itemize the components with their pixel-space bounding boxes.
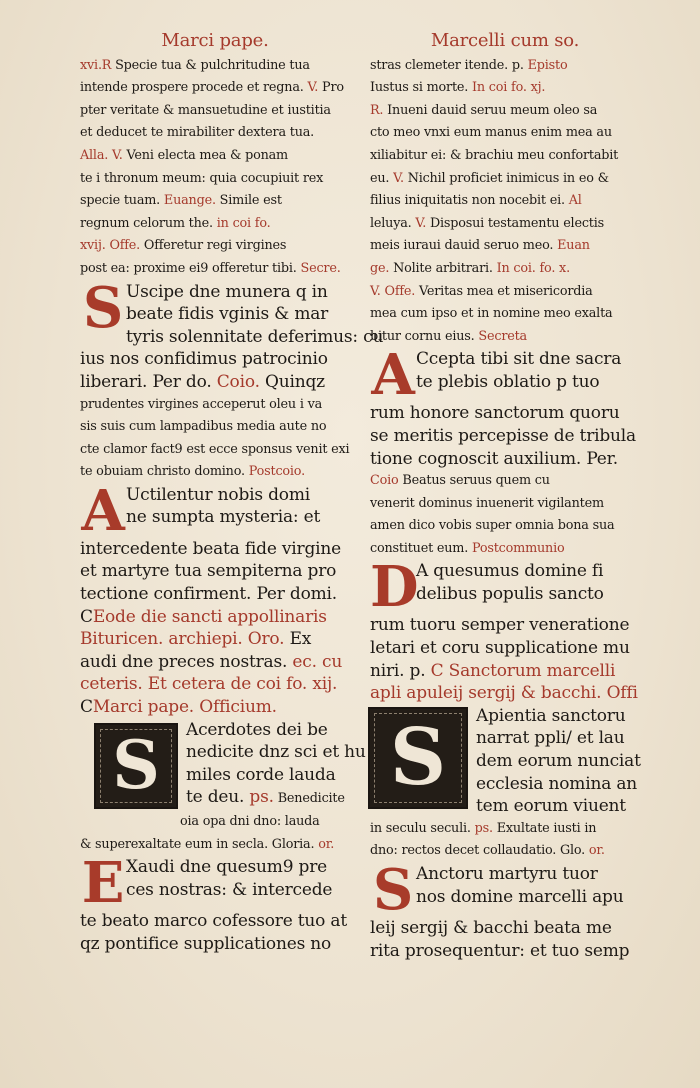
rubric: V. bbox=[415, 215, 427, 231]
initial-letter-a: A bbox=[371, 342, 415, 409]
text-line: te plebis oblatio p tuo bbox=[416, 371, 600, 392]
text-span: C bbox=[80, 606, 93, 627]
text-span: xiliabitur ei: & brachiu meu confortabit bbox=[370, 147, 619, 163]
text-line: ecclesia nomina an bbox=[476, 773, 638, 794]
text-line bbox=[80, 213, 350, 236]
text-line: ne sumpta mysteria: et bbox=[126, 507, 321, 528]
text-span: amen dico vobis super omnia bona sua bbox=[370, 518, 615, 534]
text-line: tem eorum viuent bbox=[476, 796, 626, 817]
text-span: Ex bbox=[284, 629, 312, 650]
text-span: pter veritate & mansuetudine et iustitia bbox=[80, 102, 331, 118]
text-line: te beato marco cofessore tuo at bbox=[80, 911, 347, 932]
right-running-head: Marcelli cum so. bbox=[430, 30, 580, 51]
rubric: Al bbox=[568, 193, 582, 209]
initial-letter-s: S bbox=[82, 274, 124, 341]
text-line: oia opa dni dno: lauda bbox=[180, 814, 320, 829]
left-secreta bbox=[80, 274, 384, 394]
text-line: leij sergij & bacchi beata me bbox=[370, 918, 612, 938]
rubric: V. bbox=[393, 170, 404, 186]
text-line bbox=[80, 168, 350, 191]
text-line bbox=[370, 100, 640, 123]
rubric: Bituricen. archiepi. Oro. bbox=[80, 629, 285, 650]
text-span: eu. bbox=[370, 170, 394, 186]
text-line: delibus populis sancto bbox=[416, 584, 604, 605]
rubric: or. bbox=[588, 843, 605, 859]
text-span: regnum celorum the. bbox=[80, 215, 217, 231]
text-span: audi dne preces nostras. bbox=[80, 651, 293, 672]
left-oratio bbox=[80, 850, 350, 955]
left-column bbox=[80, 30, 384, 955]
text-line: beate fidis vginis & mar bbox=[126, 304, 329, 325]
right-communio bbox=[370, 470, 640, 560]
text-span: te obuiam christo domino. bbox=[80, 464, 249, 480]
text-line: sis suis cum lampadibus media aute no bbox=[80, 419, 327, 435]
rubric: Postcommunio bbox=[471, 540, 565, 556]
text-line bbox=[370, 77, 640, 100]
rubric: In coi fo. xj. bbox=[472, 80, 546, 96]
right-top-lines bbox=[370, 55, 640, 349]
rubric: Eode die sancti appollinaris bbox=[92, 606, 327, 627]
text-line bbox=[370, 840, 640, 863]
rubric: ceteris. Et cetera de coi fo. xij. bbox=[80, 674, 338, 695]
text-line: tyris solennitate deferimus: cu bbox=[126, 326, 384, 347]
rubric: V. Offe. bbox=[370, 283, 416, 299]
text-line bbox=[370, 660, 640, 683]
rubric: Episto bbox=[527, 57, 568, 73]
text-span: Beatus seruus quem cu bbox=[398, 473, 550, 489]
text-span: bitur cornu eius. bbox=[370, 328, 479, 344]
rubric: V. bbox=[112, 147, 123, 163]
text-span: Veni electa mea & ponam bbox=[122, 147, 288, 163]
woodcut-initial-s: S bbox=[368, 707, 468, 809]
text-line: Apientia sanctoru bbox=[476, 705, 626, 726]
rubric: Officium. bbox=[199, 697, 277, 718]
text-line: prudentes virgines acceperut oleu i va bbox=[80, 396, 323, 412]
text-line: tectione confirment. Per domi. bbox=[80, 584, 338, 605]
rubric: Secre. bbox=[300, 260, 341, 276]
rubric: ps. bbox=[249, 787, 274, 808]
text-line bbox=[370, 213, 640, 236]
text-span: & superexaltate eum in secla. Gloria. bbox=[80, 836, 319, 852]
text-line bbox=[80, 673, 350, 696]
rubric: Coio bbox=[370, 473, 399, 489]
rubric: Postcoio. bbox=[248, 464, 305, 480]
text-span: in seculu seculi. bbox=[370, 820, 475, 836]
rubric: Secreta bbox=[478, 328, 527, 344]
text-line: tione cognoscit auxilium. Per. bbox=[370, 448, 618, 469]
rubric: xvi.R bbox=[80, 57, 112, 73]
text-span: filius iniquitatis non nocebit ei. bbox=[370, 193, 569, 209]
text-span: mea cum ipso et in nomine meo exalta bbox=[370, 306, 613, 322]
text-line bbox=[80, 100, 350, 123]
text-line: nedicite dnz sci et hu bbox=[186, 742, 366, 763]
right-secreta bbox=[370, 342, 640, 470]
initial-letter-a: A bbox=[81, 477, 125, 544]
text-line: Acerdotes dei be bbox=[186, 719, 328, 740]
text-span: Inueni dauid seruu meum oleo sa bbox=[383, 102, 598, 118]
text-line: et martyre tua sempiterna pro bbox=[80, 561, 337, 582]
text-line bbox=[370, 145, 640, 168]
rubric: Coio. bbox=[216, 371, 260, 392]
text-line: rum honore sanctorum quoru bbox=[370, 403, 620, 424]
text-span: te deu. bbox=[186, 787, 250, 808]
text-span: cto meo vnxi eum manus enim mea au bbox=[370, 125, 612, 141]
right-officium bbox=[370, 705, 640, 863]
text-line: cte clamor fact9 est ecce sponsus venit exi bbox=[80, 441, 350, 457]
text-span: et deducet te mirabiliter dextera tua. bbox=[80, 125, 315, 141]
right-column bbox=[370, 30, 640, 962]
initial-letter-d: D bbox=[370, 554, 419, 621]
text-line bbox=[80, 461, 350, 484]
rubric: C Sanctorum marcelli bbox=[430, 660, 616, 681]
text-span: meis iuraui dauid seruo meo. bbox=[370, 238, 558, 254]
text-span: venerit dominus inuenerit vigilantem bbox=[370, 495, 604, 511]
text-line: letari et coru supplicatione mu bbox=[370, 638, 630, 659]
left-postcommunio bbox=[80, 477, 350, 606]
rubric: Euange. bbox=[163, 193, 216, 209]
text-line bbox=[370, 281, 640, 304]
text-line: Xaudi dne quesum9 pre bbox=[126, 857, 327, 878]
rubric: in coi fo. bbox=[216, 215, 271, 231]
right-feast-line bbox=[370, 682, 640, 705]
rubric: ge. bbox=[370, 260, 390, 276]
text-line bbox=[370, 258, 640, 281]
initial-letter-e: E bbox=[81, 850, 125, 917]
text-span: leluya. bbox=[370, 215, 416, 231]
text-span: Specie tua & pulchritudine tua bbox=[111, 57, 310, 73]
text-span: dno: rectos decet collaudatio. Glo. bbox=[370, 843, 589, 859]
text-line bbox=[80, 190, 350, 213]
left-running-head: Marci pape. bbox=[161, 30, 269, 51]
text-line: narrat ppli/ et lau bbox=[476, 728, 625, 749]
text-line bbox=[80, 628, 350, 651]
text-line bbox=[80, 77, 350, 100]
text-line bbox=[80, 606, 350, 629]
text-line bbox=[370, 470, 640, 493]
text-line: A quesumus domine fi bbox=[416, 561, 604, 582]
left-top-lines bbox=[80, 55, 350, 281]
rubric: R. bbox=[370, 102, 384, 118]
text-line bbox=[370, 168, 640, 191]
text-span: post ea: proxime ei9 offeretur tibi. bbox=[80, 260, 301, 276]
text-line bbox=[80, 258, 350, 281]
rubric: apli apuleij sergij & bacchi. Offi bbox=[370, 683, 638, 704]
text-span: Disposui testamentu electis bbox=[426, 215, 604, 231]
rubric: ec. cu bbox=[292, 651, 343, 672]
text-line bbox=[370, 235, 640, 258]
text-line: dem eorum nunciat bbox=[476, 751, 641, 772]
text-span: Exultate iusti in bbox=[492, 820, 597, 836]
text-span: Benedicite bbox=[273, 791, 345, 807]
text-span: Simile est bbox=[215, 193, 282, 209]
text-line: Uscipe dne munera q in bbox=[126, 281, 328, 302]
text-line bbox=[370, 493, 640, 516]
text-span: constituet eum. bbox=[370, 540, 472, 556]
rubric: In coi. fo. x. bbox=[496, 260, 570, 276]
rubric: V. bbox=[307, 80, 319, 96]
text-line: Anctoru martyru tuor bbox=[416, 864, 598, 884]
text-line bbox=[80, 145, 350, 168]
text-line bbox=[370, 538, 640, 561]
text-span: niri. p. bbox=[370, 660, 431, 681]
text-line bbox=[80, 122, 350, 145]
rubric: Marci pape. bbox=[92, 697, 195, 718]
text-line: rita prosequentur: et tuo semp bbox=[370, 940, 630, 961]
text-line bbox=[370, 303, 640, 326]
text-span: liberari. Per do. bbox=[80, 371, 217, 392]
text-line: Ccepta tibi sit dne sacra bbox=[416, 349, 622, 370]
text-span: Quinqz bbox=[259, 371, 325, 392]
rubric: Euan bbox=[557, 238, 590, 254]
text-span: Nichil proficiet inimicus in eo & bbox=[403, 170, 609, 186]
text-line bbox=[80, 834, 350, 857]
text-line: nos domine marcelli apu bbox=[416, 886, 624, 907]
text-line: rum tuoru semper veneratione bbox=[370, 615, 630, 636]
woodcut-initial-s: S bbox=[94, 723, 178, 809]
rubric: Alla. bbox=[80, 147, 112, 163]
text-span: Veritas mea et misericordia bbox=[415, 283, 593, 299]
text-line: Uctilentur nobis domi bbox=[126, 484, 310, 505]
text-line bbox=[370, 682, 640, 705]
right-officium-after bbox=[370, 818, 640, 863]
text-line bbox=[370, 326, 640, 349]
text-line bbox=[370, 122, 640, 145]
rubric: or. bbox=[318, 836, 335, 852]
text-line: intercedente beata fide virgine bbox=[80, 538, 341, 559]
text-line: qz pontifice supplicationes no bbox=[80, 933, 332, 954]
text-span: stras clemeter itende. p. bbox=[370, 57, 528, 73]
left-feast-lines bbox=[80, 606, 350, 719]
text-line: se meritis percepisse de tribula bbox=[370, 425, 636, 446]
text-span: specie tuam. bbox=[80, 193, 164, 209]
text-span: C bbox=[80, 697, 93, 718]
text-line bbox=[370, 515, 640, 538]
text-line: ius nos confidimus patrocinio bbox=[80, 349, 328, 370]
text-line bbox=[370, 190, 640, 213]
text-line: miles corde lauda bbox=[186, 764, 336, 785]
rubric: ps. bbox=[474, 820, 493, 836]
text-line bbox=[370, 55, 640, 78]
text-span: intende prospere procede et regna. bbox=[80, 80, 308, 96]
text-line bbox=[80, 55, 350, 78]
text-line bbox=[80, 696, 350, 719]
left-officium bbox=[80, 719, 366, 857]
text-line bbox=[80, 235, 350, 258]
initial-letter-s: S bbox=[372, 857, 414, 923]
text-line bbox=[80, 651, 350, 674]
text-line: ces nostras: & intercede bbox=[126, 879, 333, 900]
text-span: Nolite arbitrari. bbox=[389, 260, 497, 276]
text-line bbox=[80, 371, 350, 394]
right-oratio bbox=[370, 857, 640, 962]
text-span: Iustus si morte. bbox=[370, 80, 473, 96]
text-span: Offeretur regi virgines bbox=[140, 238, 287, 254]
text-span: Pro bbox=[318, 80, 344, 96]
rubric: xvij. Offe. bbox=[80, 238, 141, 254]
right-postcommunio bbox=[370, 554, 640, 682]
text-span: te i thronum meum: quia cocupiuit rex bbox=[80, 170, 324, 186]
text-line bbox=[370, 818, 640, 841]
